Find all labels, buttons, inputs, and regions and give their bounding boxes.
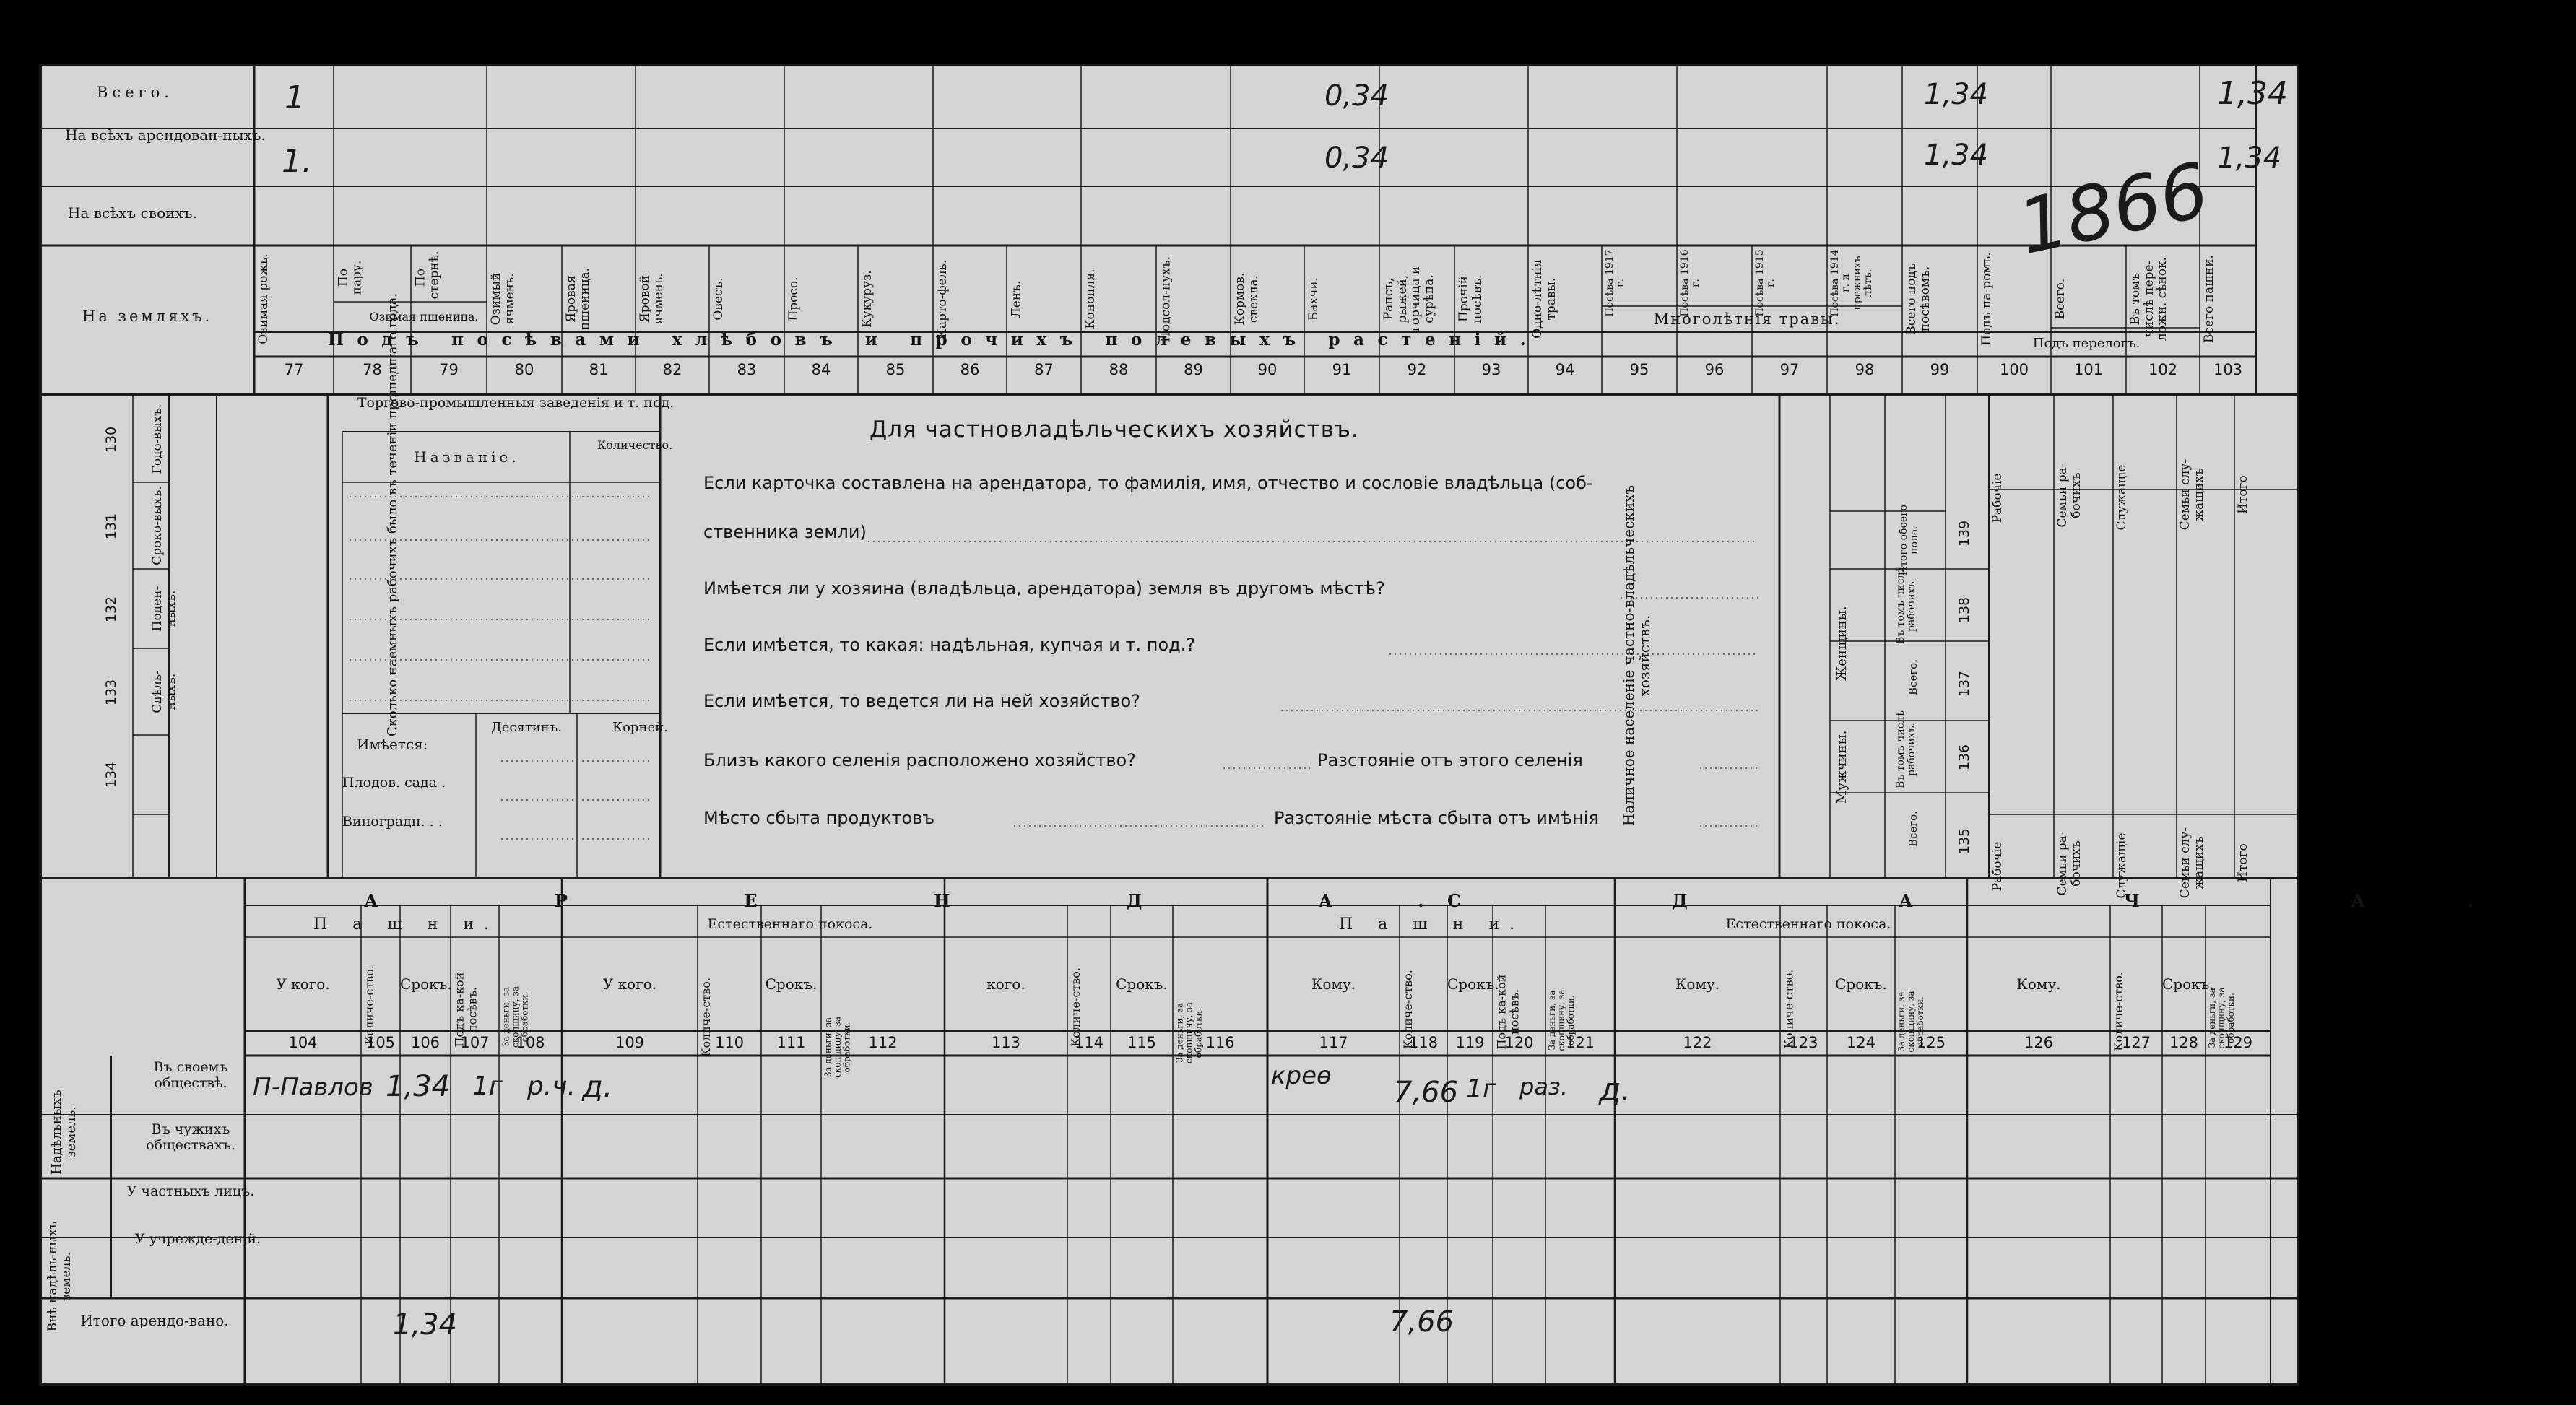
right-col-top: Служащіе xyxy=(2115,464,2129,531)
nadelnyh-zemel-label: Надѣльныхъ земель. xyxy=(49,1089,79,1175)
bottom-col-number: 121 xyxy=(1565,1034,1595,1051)
hw-kolichestvo: 1,34 xyxy=(386,1070,451,1103)
hired-col-number: 131 xyxy=(103,513,119,540)
hw-srok: 1г xyxy=(472,1071,503,1101)
top-col-number: 79 xyxy=(439,361,459,378)
row-chuzhih-obshestvah: Въ чужихъ обществахъ. xyxy=(146,1121,235,1153)
top-col-number: 95 xyxy=(1629,361,1649,378)
top-col-header: Всего. xyxy=(2053,278,2068,320)
arenda-header: А Р Е Н Д А. xyxy=(364,890,1509,911)
row-label-svoih: На всѣхъ своихъ. xyxy=(68,204,197,222)
bottom-col-header: Кому. xyxy=(2016,975,2061,993)
bottom-col-header: У кого. xyxy=(602,975,657,993)
bottom-col-number: 123 xyxy=(1789,1034,1818,1051)
hw-itogo-arenda: 1,34 xyxy=(393,1308,458,1341)
bottom-col-number: 107 xyxy=(460,1034,490,1051)
top-col-number: 86 xyxy=(960,361,980,378)
hw-arend-134-total: 1,34 xyxy=(2217,142,2282,175)
top-col-number: 97 xyxy=(1779,361,1800,378)
bottom-col-header: Подъ ка-кой посѣвъ. xyxy=(1494,974,1521,1050)
bottom-col-number: 115 xyxy=(1127,1034,1157,1051)
hw-u-kogo: П-Павлов xyxy=(253,1073,373,1102)
question-village-distance: Разстояніе отъ этого селенія xyxy=(1317,750,1583,770)
top-col-number: 90 xyxy=(1257,361,1278,378)
question-market-distance: Разстояніе мѣста сбыта отъ имѣнія xyxy=(1274,808,1599,828)
right-col-bottom: Служащіе xyxy=(2115,832,2129,899)
top-col-number: 102 xyxy=(2148,361,2178,378)
bottom-col-header: Количе-ство. xyxy=(363,965,376,1045)
trade-qty-header: Количество. xyxy=(597,438,673,452)
posevy-band-label: Подъ посѣвами хлѣбовъ и прочихъ полевыхъ растеній. xyxy=(328,330,1540,349)
census-card xyxy=(39,64,2576,1386)
row-itogo-arendovano: Итого арендо-вано. xyxy=(80,1312,229,1329)
female-total-header: Всего. xyxy=(1907,659,1920,695)
question-owner-line2: ственника земли) xyxy=(703,522,867,542)
bottom-col-number: 114 xyxy=(1074,1034,1104,1051)
question-owner-line1: Если карточка составлена на арендатора, то фамилія, имя, отчество и сословіе владѣльца (соб- xyxy=(703,473,1593,493)
hired-col-number: 133 xyxy=(103,679,119,706)
zhenshiny-label: Женщины. xyxy=(1834,606,1849,681)
bottom-col-number: 128 xyxy=(2169,1034,2199,1051)
hired-workers-label: Сколько наемныхъ рабочихъ было въ теченіи прошедшаго года. xyxy=(385,292,400,737)
sdacha-pokos-header: Естественнаго покоса. xyxy=(1725,916,1891,932)
top-col-number: 81 xyxy=(589,361,609,378)
bottom-col-header: Количе-ство. xyxy=(1069,967,1083,1047)
top-col-number: 78 xyxy=(363,361,382,378)
top-col-number: 83 xyxy=(737,361,757,378)
top-col-number: 88 xyxy=(1109,361,1129,378)
top-col-number: 103 xyxy=(2213,361,2243,378)
top-col-header: Подсол-нухъ. xyxy=(1158,256,1173,342)
row-chastnyh-lits: У частныхъ лицъ. xyxy=(126,1183,255,1199)
row-uchrezhdeniy: У учрежде-деній. xyxy=(134,1231,261,1247)
top-col-number: 93 xyxy=(1481,361,1501,378)
top-col-header: По стернѣ. xyxy=(413,251,441,299)
desyatin-header: Десятинъ. xyxy=(491,720,562,735)
right-col-top: Рабочіе xyxy=(1990,473,2005,523)
top-col-number: 85 xyxy=(885,361,906,378)
top-col-number: 92 xyxy=(1407,361,1427,378)
top-col-header: Посѣва 1916 г. xyxy=(1679,249,1702,317)
population-number: 136 xyxy=(1956,744,1972,771)
hw-vsego-134: 1,34 xyxy=(1924,78,1989,111)
right-col-bottom: Семьи слу-жащихъ xyxy=(2178,827,2206,899)
male-total-header: Всего. xyxy=(1907,811,1920,847)
korney-header: Корней. xyxy=(612,720,668,735)
top-col-number: 94 xyxy=(1555,361,1575,378)
bottom-col-number: 126 xyxy=(2024,1034,2054,1051)
top-col-number: 100 xyxy=(1999,361,2029,378)
top-col-number: 99 xyxy=(1930,361,1950,378)
population-number: 135 xyxy=(1956,827,1972,855)
hw-komu: креѳ xyxy=(1271,1061,1332,1090)
hired-col-number: 130 xyxy=(103,426,119,453)
hw-itogo-sdacha: 7,66 xyxy=(1389,1305,1454,1339)
row-label-vsego: Всего. xyxy=(97,84,173,101)
question-market: Мѣсто сбыта продуктовъ xyxy=(703,808,935,828)
trade-title: Торгово-промышленныя заведенія и т. под. xyxy=(357,395,675,411)
bottom-col-number: 108 xyxy=(516,1034,545,1051)
sdacha-pashni-header: П а ш н и. xyxy=(1339,915,1525,934)
top-col-header: Яровой ячмень. xyxy=(638,273,666,325)
hired-col-header: Поден-ныхъ. xyxy=(150,586,178,632)
bottom-col-number: 129 xyxy=(2223,1034,2253,1051)
hw-arend-134: 1,34 xyxy=(1924,139,1989,172)
top-col-header: Рапсъ, рыжей, горчица и сурѣпа. xyxy=(1382,266,1437,332)
right-col-bottom: Семьи ра-бочихъ xyxy=(2055,831,2083,896)
bottom-col-number: 105 xyxy=(365,1034,396,1051)
top-col-number: 82 xyxy=(662,361,682,378)
hw-arend-1: 1. xyxy=(282,143,312,180)
top-col-header: По пару. xyxy=(336,260,364,295)
arenda-pokos-header: Естественнаго покоса. xyxy=(707,916,873,932)
imeetsya-label: Имѣется: xyxy=(357,736,428,753)
question-other-land: Имѣется ли у хозяина (владѣльца, арендатора) земля въ другомъ мѣстѣ? xyxy=(703,578,1385,599)
bottom-col-header: За деньги, за скопщину, за обработки. xyxy=(500,986,530,1048)
vinogradnik-label: Виноградн. . . xyxy=(342,814,443,830)
top-col-header: Яровая пшеница. xyxy=(564,267,592,331)
bottom-col-header: За деньги, за скопщину, за обработки. xyxy=(2207,987,2237,1049)
bottom-col-number: 120 xyxy=(1504,1034,1534,1051)
top-col-header: Посѣва 1917 г. xyxy=(1604,249,1627,317)
bottom-col-header: За деньги, за скопщину, за обработки. xyxy=(1896,991,1926,1053)
vne-nadelnyh-label: Внѣ надѣль-ныхъ земель. xyxy=(45,1221,74,1332)
hw-posev-sdacha: раз. xyxy=(1519,1073,1569,1100)
hired-col-header: Сроко-выхъ. xyxy=(150,486,165,565)
top-col-header: Посѣва 1914 г. и прежнихъ лѣтъ. xyxy=(1829,249,1875,317)
row-svoem-obshestve: Въ своемъ обществѣ. xyxy=(153,1059,228,1091)
right-col-top: Семьи слу-жащихъ xyxy=(2178,458,2206,531)
question-land-type: Если имѣется, то какая: надѣльная, купчая и т. под.? xyxy=(703,635,1196,655)
top-col-number: 96 xyxy=(1704,361,1725,378)
bottom-col-number: 122 xyxy=(1683,1034,1712,1051)
hw-large-number: 1866 xyxy=(2011,145,2216,272)
bottom-col-number: 106 xyxy=(410,1034,441,1051)
muzhchiny-label: Мужчины. xyxy=(1834,730,1849,804)
hw-kolichestvo-sdacha: 7,66 xyxy=(1394,1076,1459,1109)
question-farming: Если имѣется, то ведется ли на ней хозяйство? xyxy=(703,691,1140,711)
plodovy-sad-label: Плодов. сада . xyxy=(342,775,446,791)
top-col-header: Карто-фель. xyxy=(935,259,950,339)
bottom-col-number: 110 xyxy=(714,1034,745,1051)
top-col-header: Всего подъ посѣвомъ. xyxy=(1904,263,1933,335)
hired-col-number: 132 xyxy=(103,596,119,623)
bottom-col-header: Количе-ство. xyxy=(1401,970,1415,1049)
hired-col-header: Сдѣль-ныхъ. xyxy=(150,670,178,713)
bottom-col-number: 124 xyxy=(1846,1034,1876,1051)
population-number: 137 xyxy=(1956,670,1972,697)
hw-vsego-134-total: 1,34 xyxy=(2217,75,2288,112)
right-col-top: Семьи ра-бочихъ xyxy=(2055,463,2083,528)
top-col-number: 80 xyxy=(514,361,534,378)
top-col-header: Овесъ. xyxy=(711,277,726,321)
top-col-header: Прочій посѣвъ. xyxy=(1457,274,1485,323)
top-col-number: 101 xyxy=(2073,361,2104,378)
row-label-arendovannyh: На всѣхъ арендован-ныхъ. xyxy=(65,126,266,144)
bottom-col-header: Кому. xyxy=(1675,975,1720,993)
hw-vsego-034: 0,34 xyxy=(1324,79,1389,113)
top-col-header: Всего пашни. xyxy=(2202,255,2216,343)
bottom-col-header: Срокъ. xyxy=(400,975,452,993)
top-col-header: Просо. xyxy=(786,277,801,321)
bottom-col-number: 118 xyxy=(1408,1034,1439,1051)
population-number: 138 xyxy=(1956,596,1972,624)
hw-srok-sdacha: 1г xyxy=(1466,1074,1496,1104)
right-col-bottom: Рабочіе xyxy=(1990,841,2005,892)
mnogoletnie-travy-label: Многолѣтнія травы. xyxy=(1653,310,1841,328)
question-village: Близъ какого селенія расположено хозяйство? xyxy=(703,750,1136,770)
top-col-header: Одно-лѣтнія травы. xyxy=(1530,259,1558,339)
hired-col-number: 134 xyxy=(103,761,119,788)
top-col-number: 89 xyxy=(1184,361,1203,378)
bottom-col-header: Срокъ. xyxy=(1447,975,1499,993)
private-farms-title: Для частновладѣльческихъ хозяйствъ. xyxy=(869,417,1359,443)
female-workers-header: Въ томъ числѣ рабочихъ. xyxy=(1895,566,1918,644)
top-col-header: Озимый ячмень. xyxy=(489,272,517,326)
bottom-col-number: 117 xyxy=(1319,1034,1348,1051)
top-col-header: Кукуруз. xyxy=(860,270,875,328)
top-col-header: Подъ па-ромъ. xyxy=(1979,252,1994,346)
bottom-col-number: 109 xyxy=(615,1034,645,1051)
sdacha-header: С Д А Ч А. xyxy=(1447,890,2576,911)
male-workers-header: Въ томъ числѣ рабочихъ. xyxy=(1895,710,1918,788)
population-label: Наличное населеніе частно-владѣльческихъ хозяйствъ. xyxy=(1620,484,1653,827)
bottom-col-number: 113 xyxy=(991,1034,1021,1051)
bottom-col-number: 111 xyxy=(776,1034,806,1051)
bottom-col-number: 112 xyxy=(868,1034,898,1051)
ozimaya-pshenitsa-label: Озимая пшеница. xyxy=(369,310,479,323)
both-sexes-header: Итого обоего пола. xyxy=(1898,505,1921,575)
bottom-col-header: Срокъ. xyxy=(1116,975,1168,993)
top-col-number: 77 xyxy=(284,361,304,378)
top-col-header: Конопля. xyxy=(1083,269,1098,329)
top-col-header: Кормов. свекла. xyxy=(1233,272,1261,326)
top-col-number: 91 xyxy=(1332,361,1352,378)
bottom-col-number: 119 xyxy=(1455,1034,1485,1051)
bottom-col-header: Количе-ство. xyxy=(2112,972,2125,1051)
bottom-col-header: У кого. xyxy=(276,975,330,993)
bottom-col-header: Срокъ. xyxy=(1835,975,1887,993)
population-number: 139 xyxy=(1956,520,1972,547)
hw-posev: р.ч. xyxy=(527,1071,576,1101)
bottom-col-header: Количе-ство. xyxy=(1782,969,1795,1049)
top-col-header: Озимая рожь. xyxy=(256,253,271,344)
bottom-col-number: 127 xyxy=(2121,1034,2151,1051)
bottom-col-header: За деньги, за скопщину, за обработки. xyxy=(1174,1002,1204,1063)
top-col-number: 87 xyxy=(1034,361,1054,378)
bottom-col-header: Кому. xyxy=(1311,975,1356,993)
hw-za: д. xyxy=(582,1069,613,1104)
bottom-col-header: Срокъ. xyxy=(2162,975,2214,993)
bottom-col-header: За деньги, за скопщину, за обработки. xyxy=(823,1017,852,1078)
bottom-col-header: кого. xyxy=(986,975,1025,993)
bottom-col-header: За деньги, за скопщину, за обработки. xyxy=(1547,989,1577,1051)
top-col-number: 84 xyxy=(811,361,831,378)
trade-name-header: Названіе. xyxy=(414,448,520,466)
hired-col-header: Годо-выхъ. xyxy=(150,404,165,474)
bottom-col-number: 125 xyxy=(1916,1034,1946,1051)
bottom-col-header: Срокъ. xyxy=(765,975,818,993)
hw-vsego-1: 1 xyxy=(285,79,305,116)
bottom-col-number: 104 xyxy=(288,1034,318,1051)
top-col-header: Посѣва 1915 г. xyxy=(1754,249,1777,317)
right-col-bottom: Итого xyxy=(2236,843,2250,882)
top-col-number: 98 xyxy=(1855,361,1875,378)
hw-arend-034: 0,34 xyxy=(1324,142,1389,175)
top-col-header: Въ томъ числѣ пере-ложн. сѣнок. xyxy=(2128,256,2170,342)
bottom-col-number: 116 xyxy=(1205,1034,1235,1051)
bottom-col-header: Подъ ка-кой посѣвъ. xyxy=(452,972,479,1048)
top-col-header: Ленъ. xyxy=(1009,280,1023,318)
arenda-pashni-header: П а ш н и. xyxy=(313,915,500,934)
right-col-top: Итого xyxy=(2236,475,2250,514)
hw-za-sdacha: д. xyxy=(1599,1071,1631,1108)
row-label-na-zemlyah: На земляхъ. xyxy=(82,308,213,325)
pod-perelog-label: Подъ перелогъ. xyxy=(2032,336,2141,351)
bottom-col-header: Количе-ство. xyxy=(699,978,713,1057)
top-col-header: Бахчи. xyxy=(1306,277,1321,321)
